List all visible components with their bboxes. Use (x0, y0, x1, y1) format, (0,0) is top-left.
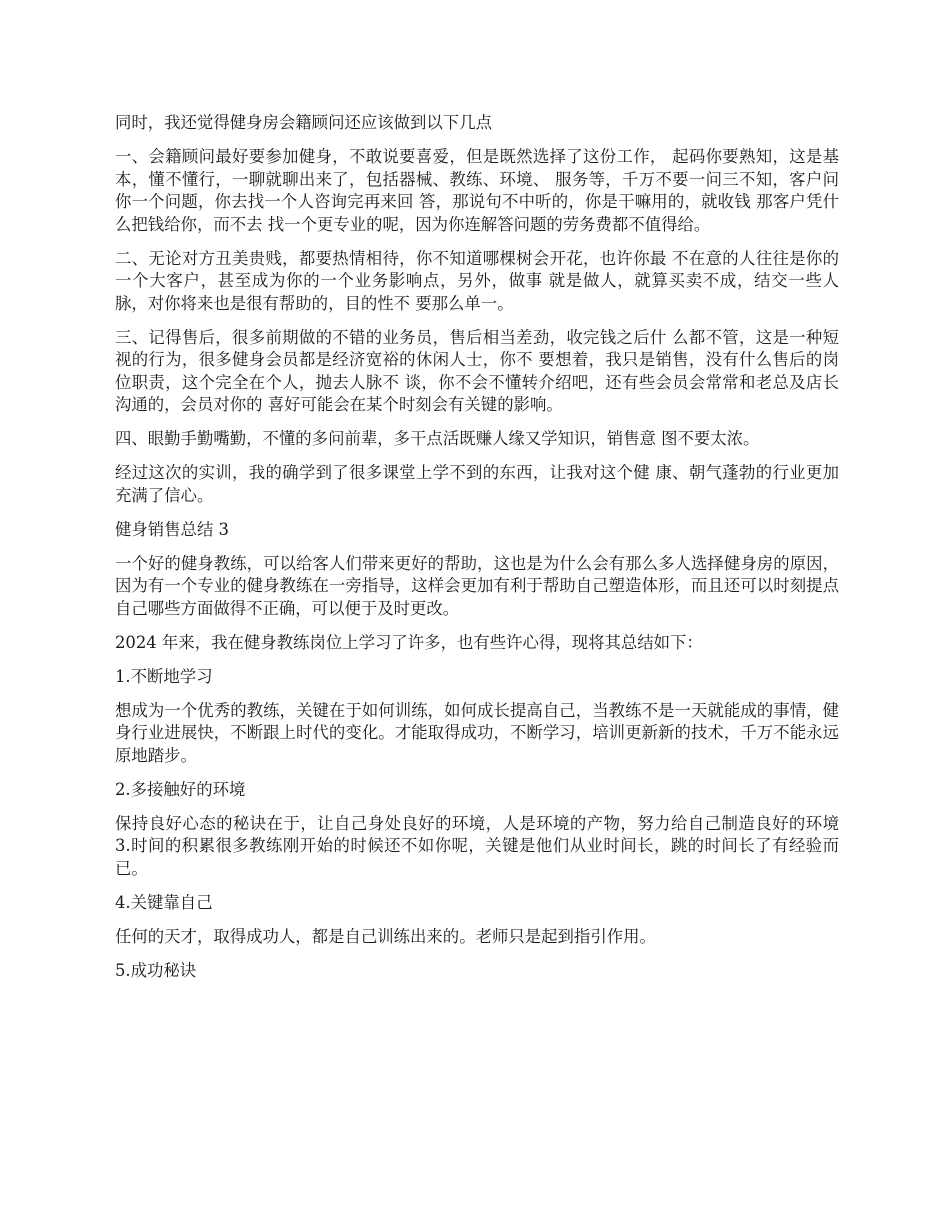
paragraph-conclusion: 经过这次的实训，我的确学到了很多课堂上学不到的东西，让我对这个健 康、朝气蓬勃的行业更加充满了信心。 (115, 463, 839, 505)
paragraph-point-3: 三、记得售后，很多前期做的不错的业务员，售后相当差劲，收完钱之后什 么都不管，这是一种短视的行为，很多健身会员都是经济宽裕的休闲人士，你不 要想着，我只是销售，没有什么售后的岗位职责，这个完全在个人，抛去人脉不 谈，你不会不懂转介绍吧，还有些会员会常常和老总及店长沟通的，会员对你的 喜好可能会在某个时刻会有关键的影响。 (115, 327, 839, 414)
subheading-5: 5.成功秘诀 (115, 960, 197, 980)
paragraph-summary-intro: 2024 年来，我在健身教练岗位上学习了许多，也有些许心得，现将其总结如下： (115, 632, 703, 652)
subheading-2: 2.多接触好的环境 (115, 779, 246, 799)
paragraph-point-2: 二、无论对方丑美贵贱，都要热情相待，你不知道哪棵树会开花，也许你最 不在意的人往往是你的一个大客户，甚至成为你的一个业务影响点，另外，做事 就是做人，就算买卖不成，结交一些人脉，对你将来也是很有帮助的，目的性不 要那么单一。 (115, 248, 839, 313)
subheading-4: 4.关键靠自己 (115, 892, 213, 912)
paragraph-intro: 同时，我还觉得健身房会籍顾问还应该做到以下几点 (115, 113, 492, 132)
paragraph-learning: 想成为一个优秀的教练，关键在于如何训练，如何成长提高自己，当教练不是一天就能成的事情，健身行业进展快，不断跟上时代的变化。才能取得成功，不断学习，培训更新新的技术，千万不能永远原地踏步。 (115, 700, 839, 765)
document-page (115, 112, 839, 994)
paragraph-point-4: 四、眼勤手勤嘴勤，不懂的多问前辈，多干点活既赚人缘又学知识，销售意 图不要太浓。 (115, 429, 760, 448)
paragraph-self-reliance: 任何的天才，取得成功人，都是自己训练出来的。老师只是起到指引作用。 (115, 926, 656, 946)
paragraph-point-1: 一、会籍顾问最好要参加健身，不敢说要喜爱，但是既然选择了这份工作， 起码你要熟知，这是基本，懂不懂行，一聊就聊出来了，包括器械、教练、环境、 服务等，千万不要一问三不知，客户问你一个问题，你去找一个人咨询完再来回 答，那说句不中听的，你是干嘛用的，就收钱 那客户凭什么把钱给你，而不去 找一个更专业的呢，因为你连解答问题的劳务费都不值得给。 (115, 147, 839, 234)
paragraph-environment: 保持良好心态的秘诀在于，让自己身处良好的环境，人是环境的产物，努力给自己制造良好的环境 3.时间的积累很多教练刚开始的时候还不如你呢，关键是他们从业时间长，跳的时间长了有经验而已。 (115, 813, 839, 878)
subheading-1: 1.不断地学习 (115, 666, 213, 686)
paragraph-trainer-intro: 一个好的健身教练，可以给客人们带来更好的帮助，这也是为什么会有那么多人选择健身房的原因，因为有一个专业的健身教练在一旁指导，这样会更加有利于帮助自己塑造体形，而且还可以时刻提点自己哪些方面做得不正确，可以便于及时更改。 (115, 553, 839, 618)
section-heading: 健身销售总结 3 (115, 519, 229, 539)
